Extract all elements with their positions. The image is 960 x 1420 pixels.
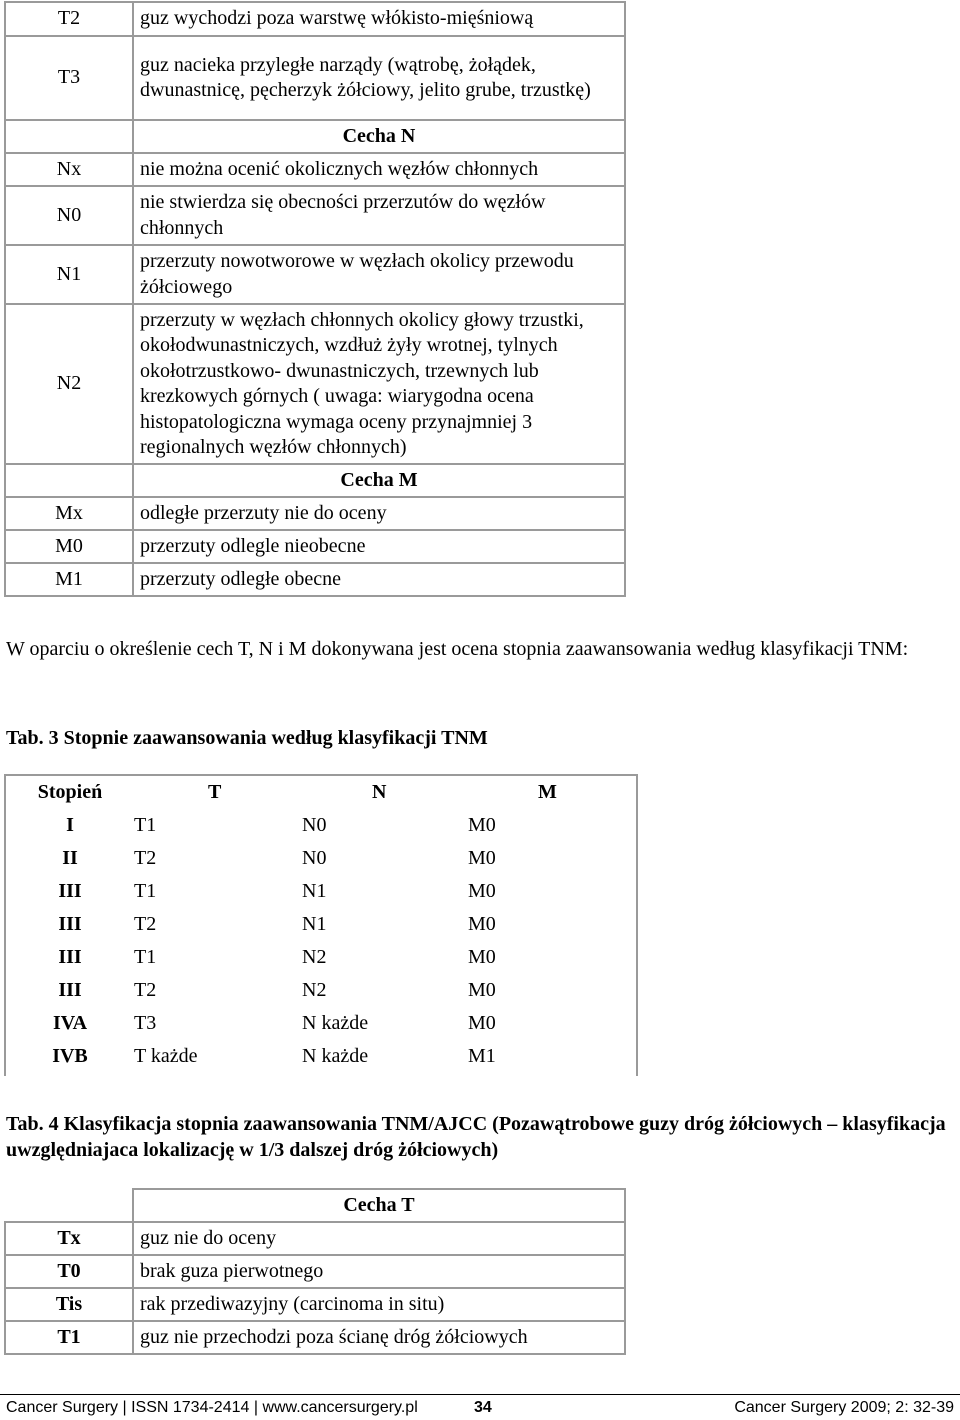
tnm-table-top [4, 1, 626, 597]
stage-value-cell: M1 [468, 1044, 496, 1067]
footer-left: Cancer Surgery | ISSN 1734-2414 | www.cancersurgery.pl [6, 1399, 418, 1416]
stage-cell: III [58, 879, 82, 902]
section-header-m: Cecha M [133, 464, 625, 497]
section-header [5, 464, 625, 497]
table-row [5, 153, 625, 186]
stage-value-cell: M0 [468, 945, 496, 968]
row-text: przerzuty odlegle nieobecne [133, 530, 625, 563]
footer-rule [0, 1394, 960, 1395]
table-row [5, 530, 625, 563]
footer-right: Cancer Surgery 2009; 2: 32-39 [734, 1399, 954, 1416]
table-header-row [6, 776, 576, 809]
row-code: T1 [5, 1321, 133, 1354]
stage-row [6, 1007, 576, 1040]
stage-value-cell: T1 [134, 879, 157, 902]
stage-value-cell: N1 [302, 879, 327, 902]
tab4-table [4, 1188, 626, 1355]
stage-value-cell: M0 [468, 1011, 496, 1034]
stage-value-cell: M0 [468, 879, 496, 902]
stage-row [6, 1040, 576, 1073]
table-row [5, 304, 625, 464]
row-text: przerzuty odległe obecne [133, 563, 625, 596]
tab3-caption: Tab. 3 Stopnie zaawansowania według klasyfikacji TNM [6, 727, 488, 749]
row-text: odległe przerzuty nie do oceny [133, 497, 625, 530]
row-text: guz nacieka przyległe narządy (wątrobę, żołądek, dwunastnicę, pęcherzyk żółciowy, jelito grube, trzustkę) [133, 36, 625, 120]
stage-row [6, 941, 576, 974]
row-code: T2 [5, 2, 133, 36]
stage-cell: II [62, 846, 78, 869]
col-header: N [372, 780, 387, 803]
stage-row [6, 809, 576, 842]
row-code: N1 [5, 245, 133, 304]
table-row [5, 2, 625, 36]
stage-value-cell: N każde [302, 1011, 369, 1034]
footer-page-number: 34 [474, 1399, 492, 1416]
stage-row [6, 842, 576, 875]
row-code: Tx [5, 1222, 133, 1255]
table-row [5, 1222, 625, 1255]
stage-cell: III [58, 945, 82, 968]
stage-value-cell: N2 [302, 945, 327, 968]
stage-value-cell: T3 [134, 1011, 157, 1034]
table-row [5, 497, 625, 530]
tab3-table [6, 776, 576, 1073]
table-row [5, 245, 625, 304]
row-code: N2 [5, 304, 133, 464]
row-text: nie stwierdza się obecności przerzutów do węzłów chłonnych [133, 186, 625, 245]
row-code: T3 [5, 36, 133, 120]
stage-cell: III [58, 912, 82, 935]
row-text: nie można ocenić okolicznych węzłów chłonnych [133, 153, 625, 186]
row-text: rak przediwazyjny (carcinoma in situ) [133, 1288, 625, 1321]
col-header: Stopień [37, 780, 103, 803]
stage-value-cell: T każde [134, 1044, 198, 1067]
stage-value-cell: M0 [468, 912, 496, 935]
stage-value-cell: N2 [302, 978, 327, 1001]
col-header: M [538, 780, 557, 803]
stage-value-cell: N każde [302, 1044, 369, 1067]
stage-row [6, 908, 576, 941]
row-code: T0 [5, 1255, 133, 1288]
stage-value-cell: T1 [134, 813, 157, 836]
row-text: guz wychodzi poza warstwę włókisto-mięśniową [133, 2, 625, 36]
stage-value-cell: N0 [302, 813, 327, 836]
row-code: N0 [5, 186, 133, 245]
stage-value-cell: T1 [134, 945, 157, 968]
stage-value-cell: M0 [468, 813, 496, 836]
row-text: guz nie przechodzi poza ścianę dróg żółciowych [133, 1321, 625, 1354]
section-header-n: Cecha N [133, 120, 625, 153]
stage-cell: III [58, 978, 82, 1001]
row-code: Mx [5, 497, 133, 530]
stage-value-cell: M0 [468, 846, 496, 869]
body-paragraph: W oparciu o określenie cech T, N i M dokonywana jest ocena stopnia zaawansowania według klasyfikacji TNM: [6, 638, 909, 660]
row-code: Tis [5, 1288, 133, 1321]
table-row [5, 1255, 625, 1288]
table-row [5, 186, 625, 245]
col-header: T [208, 780, 222, 803]
stage-row [6, 974, 576, 1007]
row-code: M1 [5, 563, 133, 596]
stage-row [6, 875, 576, 908]
row-text: przerzuty w węzłach chłonnych okolicy głowy trzustki, okołodwunastniczych, wzdłuż żyły wrotnej, tylnych okołotrzustkowo- dwunastniczych, trzewnych lub krezkowych górnych ( uwaga: wiarygodna ocena histopatologiczna wymaga oceny przynajmniej 3 regionalnych węzłów chłonnych) [133, 304, 625, 464]
stage-value-cell: T2 [134, 912, 157, 935]
row-code: Nx [5, 153, 133, 186]
stage-value-cell: N1 [302, 912, 327, 935]
row-code: M0 [5, 530, 133, 563]
section-header [5, 1189, 625, 1222]
stage-value-cell: N0 [302, 846, 327, 869]
table-row [5, 1288, 625, 1321]
row-text: brak guza pierwotnego [133, 1255, 625, 1288]
stage-value-cell: T2 [134, 846, 157, 869]
row-text: guz nie do oceny [133, 1222, 625, 1255]
table-row [5, 36, 625, 120]
stage-cell: I [66, 813, 74, 836]
table-row [5, 1321, 625, 1354]
table-row [5, 563, 625, 596]
tab4-caption: Tab. 4 Klasyfikacja stopnia zaawansowania TNM/AJCC (Pozawątrobowe guzy dróg żółciowych – klasyfikacja uwzględniajaca lokalizację w 1/3 dalszej dróg żółciowych) [6, 1113, 946, 1161]
stage-cell: IVB [52, 1044, 88, 1067]
stage-value-cell: M0 [468, 978, 496, 1001]
stage-value-cell: T2 [134, 978, 157, 1001]
row-text: przerzuty nowotworowe w węzłach okolicy przewodu żółciowego [133, 245, 625, 304]
section-header [5, 120, 625, 153]
stage-cell: IVA [52, 1011, 88, 1034]
section-header-t: Cecha T [133, 1189, 625, 1222]
